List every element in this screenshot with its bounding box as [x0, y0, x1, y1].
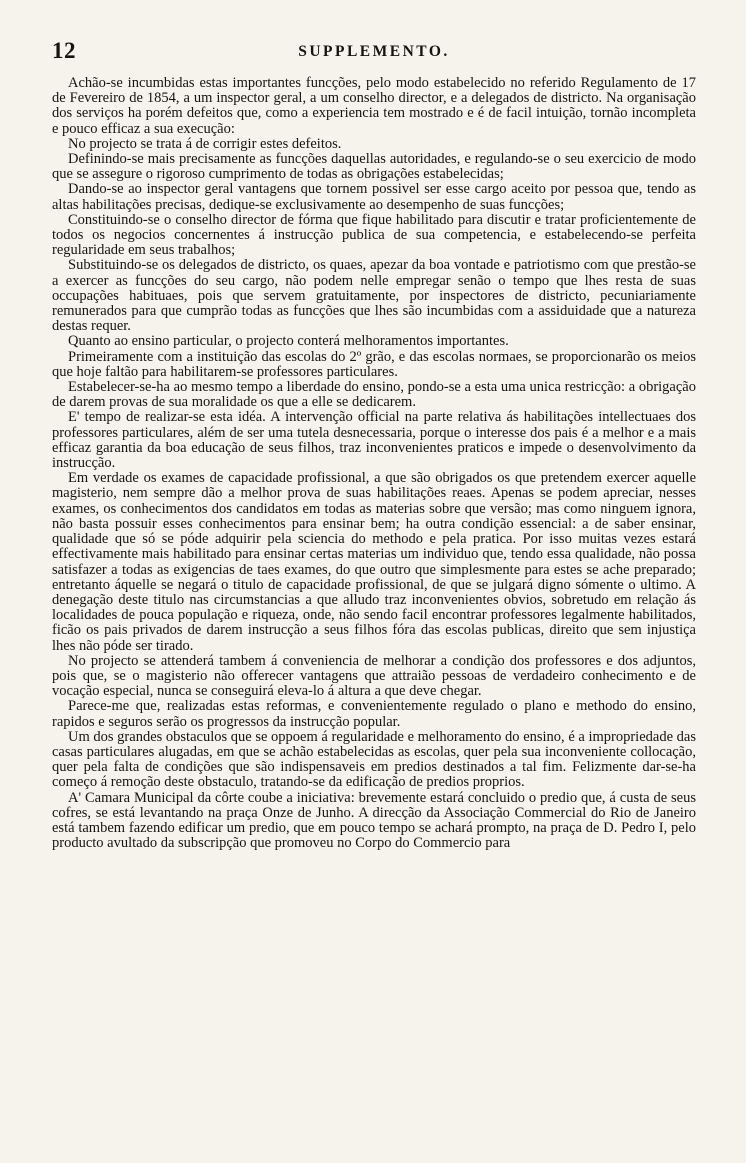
body-text [52, 76, 696, 851]
paragraph: Definindo-se mais precisamente as funcções daquellas autoridades, e regulando-se o seu exercicio de modo que se assegure o rigoroso cumprimento de todas as obrigações estabelecidas; [52, 151, 696, 183]
document-page [52, 38, 696, 851]
paragraph: Substituindo-se os delegados de districto, os quaes, apezar da boa vontade e patriotismo com que prestão-se a exercer as funcções do seu cargo, não podem nelle empregar senão o tempo que lhes resta de suas occupações habituaes, pois que servem gratuitamente, por inspectores de districto, pecuniariamente remunerados para que cumprão todas as funcções que lhes são incumbidas com a assiduidade que a natureza destas requer. [52, 257, 696, 335]
paragraph: Um dos grandes obstaculos que se oppoem á regularidade e melhoramento do ensino, é a impropriedade das casas particulares alugadas, em que se achão estabelecidas as escolas, quer pela sua inconveniente collocação, quer pela falta de condições que são indispensaveis em predios destinados a tal fim. Felizmente dar-se-ha começo á remoção deste obstaculo, tratando-se da edificação de predios proprios. [52, 728, 696, 791]
paragraph: Primeiramente com a instituição das escolas do 2º grão, e das escolas normaes, se proporcionarão os meios que hoje faltão para habilitarem-se professores particulares. [52, 348, 696, 380]
paragraph: Dando-se ao inspector geral vantagens que tornem possivel ser esse cargo aceito por pessoa que, tendo as altas habilitações precisas, dedique-se exclusivamente ao desempenho de suas funcções; [52, 181, 696, 213]
paragraph: Achão-se incumbidas estas importantes funcções, pelo modo estabelecido no referido Regulamento de 17 de Fevereiro de 1854, a um inspector geral, a um conselho director, e a delegados de districto. Na organisação dos serviços ha porém defeitos que, como a experiencia tem mostrado e é de facil intuição, tornão incompleta e pouco efficaz a sua execução: [52, 75, 696, 137]
paragraph: No projecto se attenderá tambem á conveniencia de melhorar a condição dos professores e dos adjuntos, pois que, se o magisterio não offerecer vantagens que attraião pessoas de verdadeiro conhecimento e de vocação especial, nunca se conseguirá eleva-lo á altura a que deve chegar. [52, 652, 696, 700]
paragraph: Constituindo-se o conselho director de fórma que fique habilitado para discutir e tratar proficientemente de todos os negocios concernentes á instrucção publica de sua competencia, e estabelecendo-se perfeita regularidade em seus trabalhos; [52, 211, 696, 259]
running-head: SUPPLEMENTO. [298, 43, 450, 60]
paragraph: A' Camara Municipal da côrte coube a iniciativa: brevemente estará concluido o predio que, á custa de seus cofres, se está levantando na praça Onze de Junho. A direcção da Associação Commercial do Rio de Janeiro está tambem fazendo edificar um predio, que em pouco tempo se achará prompto, na praça de D. Pedro I, pelo producto avultado da subscripção que promoveu no Corpo do Commercio para [52, 789, 696, 852]
paragraph: No projecto se trata á de corrigir estes defeitos. [68, 135, 342, 152]
page-header [52, 38, 696, 70]
paragraph: Parece-me que, realizadas estas reformas, e convenientemente regulado o plano e methodo do ensino, rapidos e seguros serão os progressos da instrucção popular. [52, 698, 696, 730]
paragraph: Quanto ao ensino particular, o projecto conterá melhoramentos importantes. [68, 333, 509, 350]
paragraph: Em verdade os exames de capacidade profissional, a que são obrigados os que pretendem exercer aquelle magisterio, nem sempre dão a melhor prova de suas habilitações reaes. Apenas se podem apreciar, nesses exames, os conhecimentos dos candidatos em todas as materias sobre que versão; mas como ninguem ignora, não basta possuir esses conhecimentos para ensinar bem; ha outra condição essencial: a de saber ensinar, qualidade que só se póde adquirir pela sciencia do methodo e pela pratica. Por isso muitas vezes estará effectivamente mais habilitado para ensinar certas materias um individuo que, tendo essa qualidade, não possa satisfazer a todas as exigencias de taes exames, do que outro que simplesmente para estes se ache preparado; entretanto áquelle se negará o titulo de capacidade profissional, de que se julgará digno sómente o ultimo. A denegação deste titulo nas circumstancias a que alludo traz inconvenientes obvios, sobretudo em relação ás localidades de pouca população e riqueza, onde, não sendo facil encontrar professores legalmente habilitados, ficão os pais privados de darem instrucção a seus filhos fóra das escolas publicas, direito que sem injustiça lhes não póde ser tirado. [52, 470, 696, 654]
page-number: 12 [52, 38, 76, 63]
paragraph: Estabelecer-se-ha ao mesmo tempo a liberdade do ensino, pondo-se a esta uma unica restricção: a obrigação de darem provas de sua moralidade os que a elle se dedicarem. [52, 379, 696, 411]
paragraph: E' tempo de realizar-se esta idéa. A intervenção official na parte relativa ás habilitações intellectuaes dos professores particulares, além de ser uma tutela desnecessaria, porque o interesse dos pais é a melhor e a mais efficaz garantia da boa educação de seus filhos, traz inconvenientes praticos e impede o desenvolvimento da instrucção. [52, 409, 696, 472]
